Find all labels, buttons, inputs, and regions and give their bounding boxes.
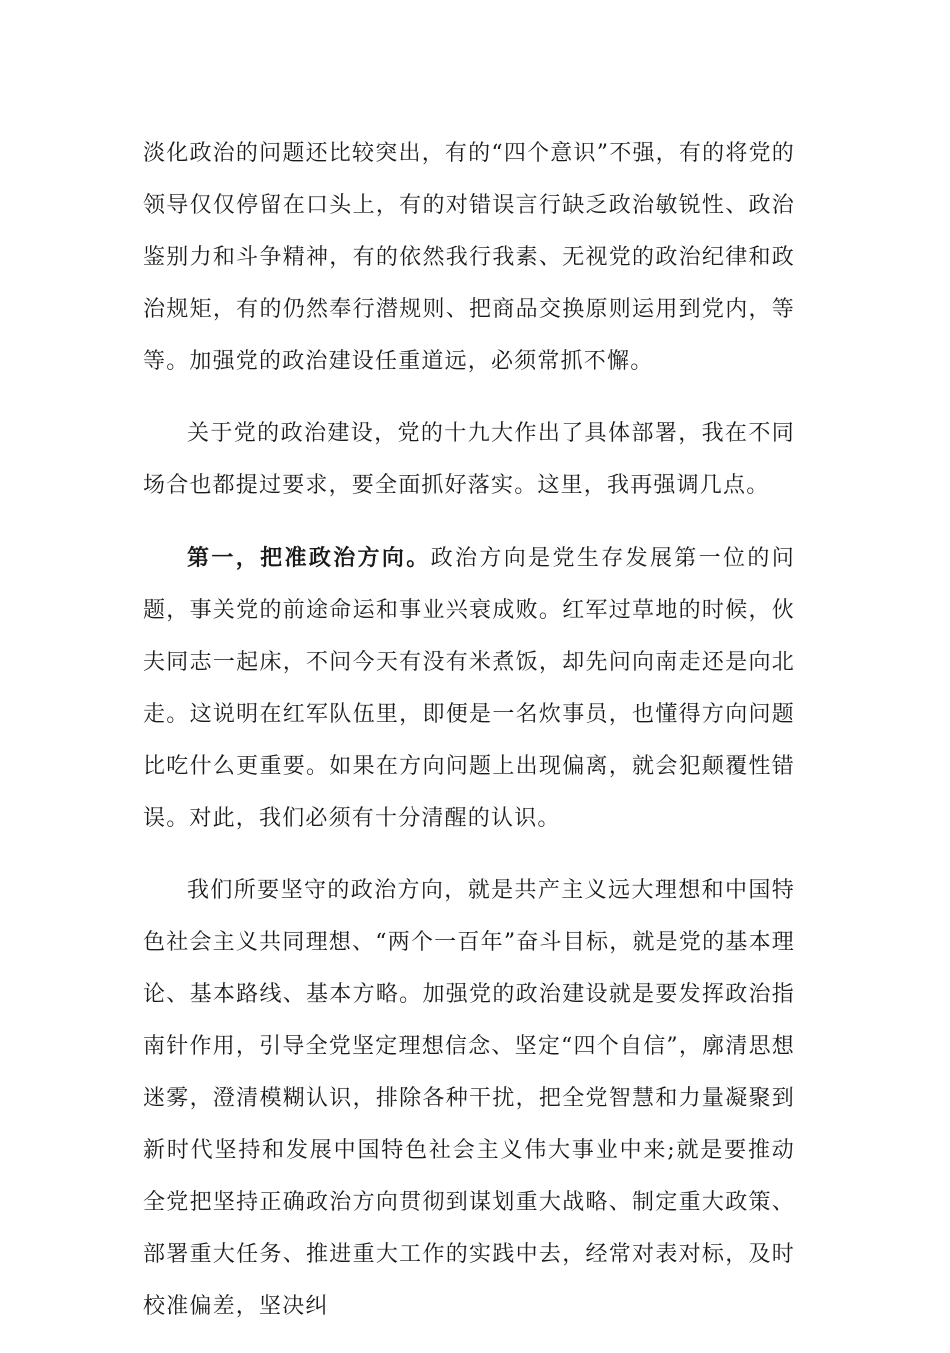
paragraph-1 xyxy=(143,128,795,388)
paragraph-2 xyxy=(143,408,795,512)
section-heading: 第一，把准政治方向。 xyxy=(187,545,431,571)
paragraph-3 xyxy=(143,532,795,845)
document-body xyxy=(143,128,795,1353)
paragraph-4-text: 我们所要坚守的政治方向，就是共产主义远大理想和中国特色社会主义共同理想、“两个一百年”奋斗目标，就是党的基本理论、基本路线、基本方略。加强党的政治建设就是要发挥政治指南针作用，引导全党坚定理想信念、坚定“四个自信”，廓清思想迷雾，澄清模糊认识，排除各种干扰，把全党智慧和力量凝聚到新时代坚持和发展中国特色社会主义伟大事业中来;就是要推动全党把坚持正确政治方向贯彻到谋划重大战略、制定重大政策、部署重大任务、推进重大工作的实践中去，经常对表对标，及时校准偏差，坚决纠 xyxy=(143,878,795,1319)
paragraph-2-text: 关于党的政治建设，党的十九大作出了具体部署，我在不同场合也都提过要求，要全面抓好落实。这里，我再强调几点。 xyxy=(143,421,795,498)
paragraph-3-text: 政治方向是党生存发展第一位的问题，事关党的前途命运和事业兴衰成败。红军过草地的时候，伙夫同志一起床，不问今天有没有米煮饭，却先问向南走还是向北走。这说明在红军队伍里，即便是一名炊事员，也懂得方向问题比吃什么更重要。如果在方向问题上出现偏离，就会犯颠覆性错误。对此，我们必须有十分清醒的认识。 xyxy=(143,546,795,831)
paragraph-1-text: 淡化政治的问题还比较突出，有的“四个意识”不强，有的将党的领导仅仅停留在口头上，有的对错误言行缺乏政治敏锐性、政治鉴别力和斗争精神，有的依然我行我素、无视党的政治纪律和政治规矩，有的仍然奉行潜规则、把商品交换原则运用到党内，等等。加强党的政治建设任重道远，必须常抓不懈。 xyxy=(143,141,795,374)
paragraph-4 xyxy=(143,865,795,1333)
